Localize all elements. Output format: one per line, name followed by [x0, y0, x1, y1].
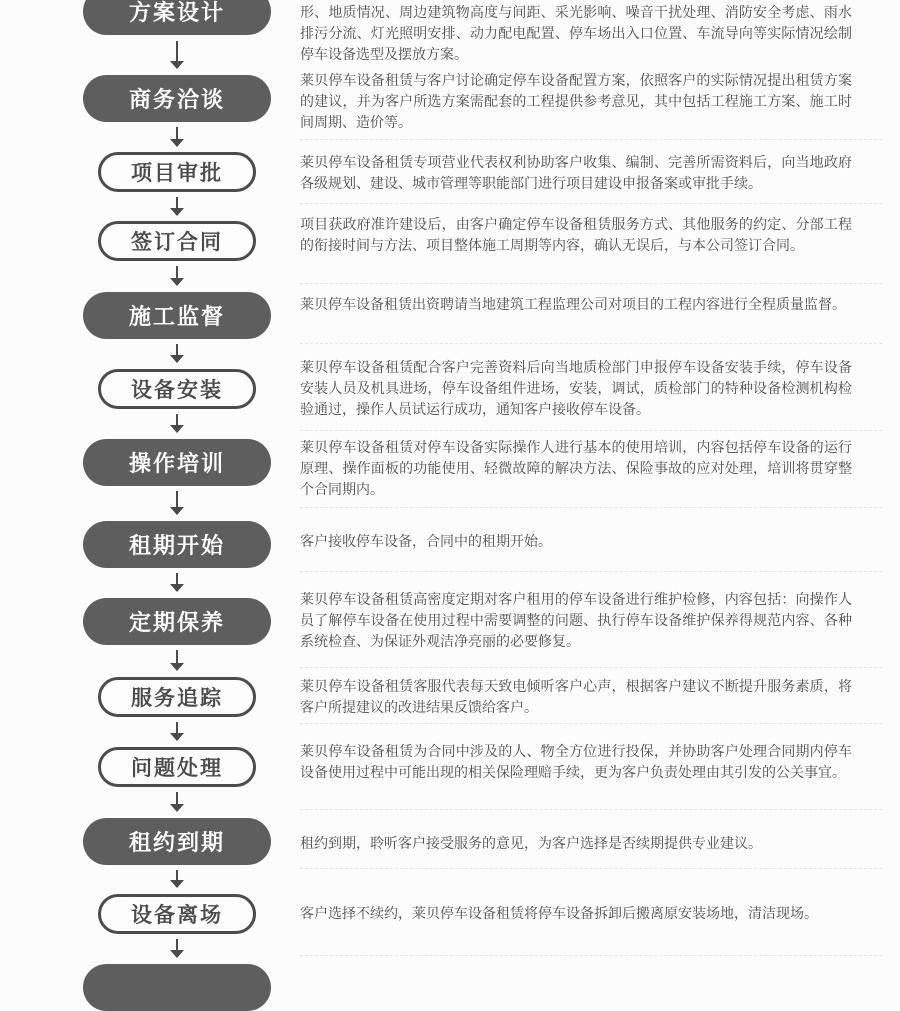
arrow-down-icon: [169, 491, 185, 515]
step-description-operation-training: 莱贝停车设备租赁对停车设备实际操作人进行基本的使用培训，内容包括停车设备的运行原理、操作面板的功能使用、轻微故障的解决方法、保险事故的应对处理，培训将贯穿整个合同期内。: [300, 439, 852, 497]
node-label: 租约到期: [128, 830, 225, 855]
node-label: 问题处理: [131, 757, 223, 780]
section-divider: [300, 343, 882, 344]
node-issue-handling: [98, 747, 256, 787]
step-description-equipment-installation: 莱贝停车设备租赁配合客户完善资料后向当地质检部门申报停车设备安装手续，停车设备安装人员及机具进场，停车设备组件进场，安装，调试，质检部门的特种设备检测机构检验通过，操作人员试运行成功，通知客户接收停车设备。: [300, 359, 852, 417]
arrow-down-icon: [169, 722, 185, 741]
arrow-down-icon: [169, 127, 185, 147]
node-label: 商务洽谈: [128, 87, 225, 112]
node-service-tracking: [98, 677, 256, 717]
node-lease-expiry: [83, 818, 271, 865]
step-description-business-negotiation: 莱贝停车设备租赁与客户讨论确定停车设备配置方案，依照客户的实际情况提出租赁方案的建议，并为客户所选方案需配套的工程提供参考意见，其中包括工程施工方案、施工时间周期、造价等。: [300, 72, 852, 130]
step-description-construction-supervision: 莱贝停车设备租赁出资聘请当地建筑工程监理公司对项目的工程内容进行全程质量监督。: [300, 296, 846, 312]
section-divider: [300, 809, 882, 810]
arrow-down-icon: [169, 266, 185, 286]
section-divider: [300, 955, 882, 956]
node-equipment-installation: [98, 369, 256, 409]
step-description-regular-maintenance: 莱贝停车设备租赁高密度定期对客户租用的停车设备进行维护检修，内容包括：向操作人员了解停车设备在使用过程中需要调整的问题、执行停车设备维护保养得规范内容、各种系统检查、为保证外观洁净亮丽的必要修复。: [300, 591, 852, 649]
section-divider: [300, 868, 882, 869]
arrow-down-icon: [169, 41, 185, 69]
step-description-lease-expiry: 租约到期，聆听客户接受服务的意见，为客户选择是否续期提供专业建议。: [300, 835, 762, 851]
section-divider: [300, 571, 882, 572]
arrow-down-icon: [169, 870, 185, 888]
node-label: 设备离场: [131, 904, 223, 927]
node-label: 施工监督: [128, 304, 225, 329]
node-label: 定期保养: [128, 610, 225, 635]
node-project-approval: [98, 152, 256, 192]
section-divider: [300, 430, 882, 431]
section-divider: [300, 667, 882, 668]
node-label: 方案设计: [128, 0, 225, 25]
section-divider: [300, 139, 882, 140]
node-label: 项目审批: [131, 162, 223, 185]
node-next-partial: [83, 964, 271, 1011]
arrow-down-icon: [169, 197, 185, 216]
step-description-plan-design: 形、地质情况、周边建筑物高度与间距、采光影响、噪音干扰处理、消防安全考虑、雨水排污分流、灯光照明安排、动力配电配置、停车场出入口位置、车流导向等实际情况绘制停车设备选型及摆放方案。: [300, 4, 852, 62]
node-equipment-departure: [98, 894, 256, 934]
node-contract-signing: [98, 221, 256, 261]
arrow-down-icon: [169, 414, 185, 433]
step-description-contract-signing: 项目获政府准许建设后，由客户确定停车设备租赁服务方式、其他服务的约定、分部工程的衔接时间与方法、项目整体施工周期等内容，确认无误后，与本公司签订合同。: [300, 216, 852, 253]
arrow-down-icon: [169, 792, 185, 812]
section-divider: [300, 507, 882, 508]
node-construction-supervision: [83, 292, 271, 339]
node-plan-design: [83, 0, 271, 35]
step-description-service-tracking: 莱贝停车设备租赁客服代表每天致电倾听客户心声，根据客户建议不断提升服务素质，将客户所提建议的改进结果反馈给客户。: [300, 678, 852, 715]
node-operation-training: [83, 439, 271, 486]
step-description-issue-handling: 莱贝停车设备租赁为合同中涉及的人、物全方位进行投保，并协助客户处理合同期内停车设备使用过程中可能出现的相关保险理赔手续，更为客户负责处理由其引发的公关事宜。: [300, 743, 852, 780]
section-divider: [300, 723, 882, 724]
arrow-down-icon: [169, 650, 185, 671]
node-label: 签订合同: [131, 231, 223, 254]
arrow-down-icon: [169, 344, 185, 363]
step-description-lease-start: 客户接收停车设备，合同中的租期开始。: [300, 533, 552, 549]
node-label: 服务追踪: [131, 687, 223, 710]
step-description-project-approval: 莱贝停车设备租赁专项营业代表权利协助客户收集、编制、完善所需资料后，向当地政府各级规划、建设、城市管理等职能部门进行项目建设申报备案或审批手续。: [300, 154, 852, 191]
node-label: 租期开始: [128, 533, 225, 558]
arrow-down-icon: [169, 939, 185, 958]
node-regular-maintenance: [83, 598, 271, 645]
section-divider: [300, 203, 882, 204]
node-business-negotiation: [83, 75, 271, 122]
node-label: 设备安装: [131, 379, 223, 402]
step-description-equipment-departure: 客户选择不续约，莱贝停车设备租赁将停车设备拆卸后搬离原安装场地，清洁现场。: [300, 905, 818, 921]
arrow-down-icon: [169, 573, 185, 592]
section-divider: [300, 283, 882, 284]
node-lease-start: [83, 521, 271, 568]
node-label: 操作培训: [128, 451, 225, 476]
